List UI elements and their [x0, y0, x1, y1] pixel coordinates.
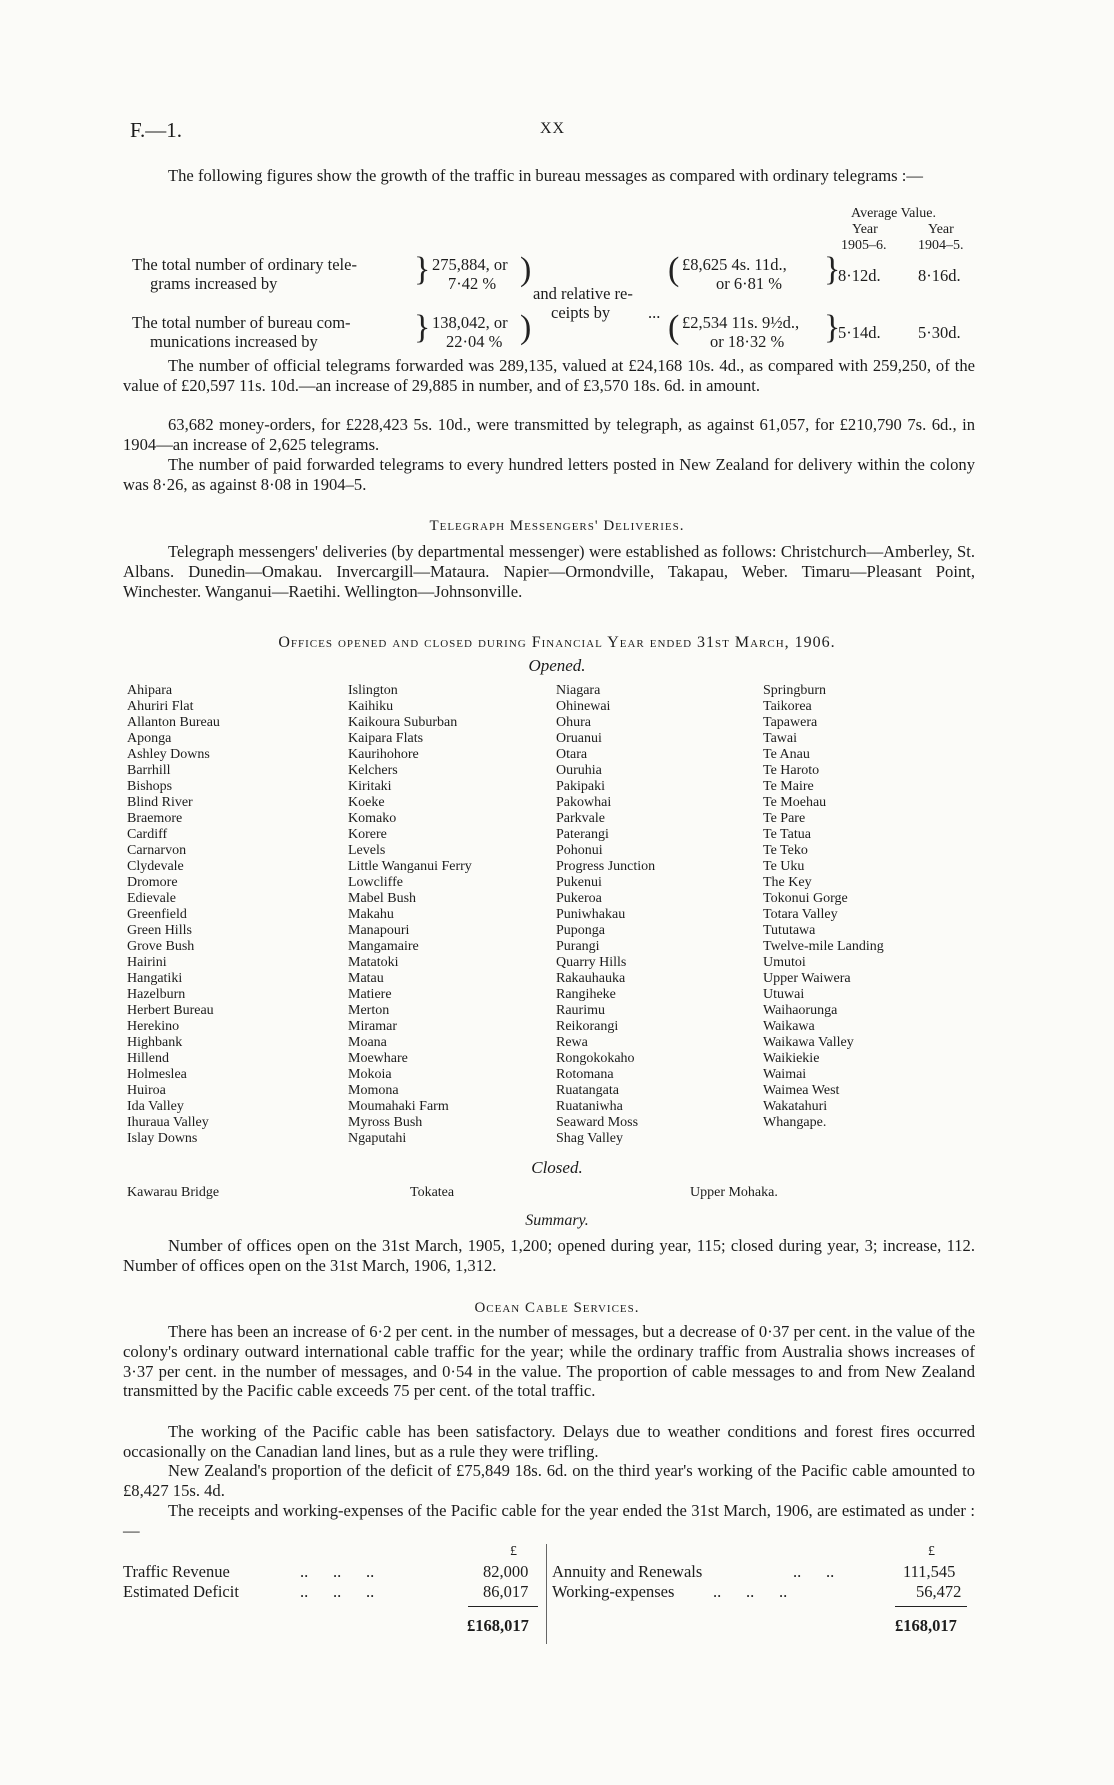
- office-name: Rotomana: [556, 1067, 614, 1082]
- office-name: Pukenui: [556, 875, 602, 890]
- office-name: Bishops: [127, 779, 173, 794]
- office-name: Myross Bush: [348, 1115, 423, 1130]
- row1-amount: £8,625 4s. 11d.,: [682, 255, 787, 274]
- office-name: Quarry Hills: [556, 955, 627, 970]
- office-name: Waikiekie: [763, 1051, 820, 1066]
- office-name: Te Maire: [763, 779, 814, 794]
- right-total: £168,017: [895, 1616, 957, 1635]
- office-name: Miramar: [348, 1019, 397, 1034]
- office-name: Utuwai: [763, 987, 805, 1002]
- row2-amount-percent: or 18·32 %: [710, 332, 785, 351]
- row2-avg-1905: 5·14d.: [838, 323, 881, 342]
- row1-label-1: The total number of ordinary tele-: [132, 255, 357, 274]
- office-name: Greenfield: [127, 907, 187, 922]
- messengers-paragraph: Telegraph messengers' deliveries (by departmental messenger) were established as follows: Christchurch—Amberley, St. Albans. Dunedin—Omakau. Invercargill—Mataura. Napier—Ormondville, Takapau, Weber. Timaru—Pleasant Point, Winchester. Wanganui—Raetihi. Wellington—Johnsonville.: [123, 542, 975, 601]
- brace-row2-number: ): [520, 309, 532, 346]
- office-name: Ruatangata: [556, 1083, 619, 1098]
- opened-column-1: [127, 683, 220, 1147]
- office-name: Moewhare: [348, 1051, 408, 1066]
- office-name: Moumahaki Farm: [348, 1099, 449, 1114]
- office-name: Ihuraua Valley: [127, 1115, 209, 1130]
- avg-value-heading: Average Value.: [851, 206, 936, 221]
- office-name: Hazelburn: [127, 987, 186, 1002]
- office-name: Seaward Moss: [556, 1115, 639, 1130]
- office-name: Mokoia: [348, 1067, 392, 1082]
- office-name: Pakowhai: [556, 795, 612, 810]
- intro-paragraph: The following figures show the growth of the traffic in bureau messages as compared with ordinary telegrams :—: [168, 166, 923, 185]
- office-name: Ida Valley: [127, 1099, 184, 1114]
- traffic-revenue-label: Traffic Revenue: [123, 1562, 230, 1581]
- office-name: Matatoki: [348, 955, 399, 970]
- office-name: Wakatahuri: [763, 1099, 828, 1114]
- office-name: Springburn: [763, 683, 826, 698]
- opened-column-4: [763, 683, 884, 1131]
- office-name: Korere: [348, 827, 387, 842]
- office-name: Moana: [348, 1035, 387, 1050]
- office-name: Waihaorunga: [763, 1003, 838, 1018]
- summary-paragraph: Number of offices open on the 31st March, 1905, 1,200; opened during year, 115; closed during year, 3; increase, 112. Number of offices open on the 31st March, 1906, 1,312.: [123, 1236, 975, 1275]
- traffic-revenue-value: 82,000: [483, 1562, 529, 1581]
- office-name: Waikawa Valley: [763, 1035, 854, 1050]
- opened-label: Opened.: [528, 656, 586, 675]
- traffic-revenue-dots: .. .. ..: [300, 1562, 375, 1581]
- office-name: Koeke: [348, 795, 385, 810]
- office-name: Herbert Bureau: [127, 1003, 214, 1018]
- office-name: Tapawera: [763, 715, 818, 730]
- office-name: Te Pare: [763, 811, 806, 826]
- office-name: Whangape.: [763, 1115, 827, 1130]
- office-name: Parkvale: [556, 811, 605, 826]
- office-name: Upper Waiwera: [763, 971, 851, 986]
- cable-paragraph-4: The receipts and working-expenses of the Pacific cable for the year ended the 31st March, 1906, are estimated as under :—: [123, 1501, 975, 1540]
- office-name: Paterangi: [556, 827, 609, 842]
- left-total: £168,017: [467, 1616, 529, 1635]
- brace-row1-amount: (: [668, 251, 680, 288]
- office-name: Kaihiku: [348, 699, 394, 714]
- office-name: Grove Bush: [127, 939, 195, 954]
- office-name: Hillend: [127, 1051, 169, 1066]
- office-name: Niagara: [556, 683, 601, 698]
- row2-amount: £2,534 11s. 9½d.,: [682, 313, 800, 332]
- opened-column-2: [348, 683, 472, 1147]
- annuity-dots: .. ..: [793, 1562, 835, 1581]
- row1-avg-1905: 8·12d.: [838, 266, 881, 285]
- office-name: Te Moehau: [763, 795, 827, 810]
- office-name: Totara Valley: [763, 907, 838, 922]
- office-name: Ouruhia: [556, 763, 602, 778]
- office-name: Waikawa: [763, 1019, 815, 1034]
- row1-number: 275,884, or: [432, 255, 508, 274]
- office-name: Waimea West: [763, 1083, 840, 1098]
- office-name: Allanton Bureau: [127, 715, 220, 730]
- official-telegrams-paragraph: The number of official telegrams forwarded was 289,135, valued at £24,168 10s. 4d., as compared with 259,250, of the value of £20,597 11s. 10d.—an increase of 29,885 in number, and of £3,570 18s. 6d. in amount.: [123, 356, 975, 395]
- office-name: Mabel Bush: [348, 891, 417, 906]
- office-name: Pakipaki: [556, 779, 605, 794]
- office-name: Progress Junction: [556, 859, 656, 874]
- office-name: Oruanui: [556, 731, 602, 746]
- office-name: Purangi: [556, 939, 600, 954]
- office-name: Lowcliffe: [348, 875, 403, 890]
- cable-paragraph-2: The working of the Pacific cable has been satisfactory. Delays due to weather conditions and forest fires occurred occasionally on the Canadian land lines, but as a rule they were trifling.: [123, 1422, 975, 1461]
- account-divider: [546, 1544, 547, 1644]
- office-name: Twelve-mile Landing: [763, 939, 884, 954]
- office-name: Herekino: [127, 1019, 180, 1034]
- office-name: Te Tatua: [763, 827, 811, 842]
- office-name: Highbank: [127, 1035, 183, 1050]
- office-name: Makahu: [348, 907, 394, 922]
- office-name: Ohinewai: [556, 699, 611, 714]
- row1-amount-percent: or 6·81 %: [716, 274, 782, 293]
- office-name: Matau: [348, 971, 384, 986]
- page-number: XX: [540, 120, 566, 137]
- office-name: Aponga: [127, 731, 172, 746]
- money-orders-paragraph: 63,682 money-orders, for £228,423 5s. 10d., were transmitted by telegraph, as against 61,057, for £210,790 7s. 6d., in 1904—an increase of 2,625 telegrams.: [123, 415, 975, 454]
- office-name: Little Wanganui Ferry: [348, 859, 472, 874]
- office-name: Te Haroto: [763, 763, 820, 778]
- office-name: Carnarvon: [127, 843, 187, 858]
- office-name: Islington: [348, 683, 398, 698]
- office-name: Blind River: [127, 795, 193, 810]
- office-name: Puponga: [556, 923, 605, 938]
- office-name: Tututawa: [763, 923, 816, 938]
- office-name: Dromore: [127, 875, 178, 890]
- row2-label-1: The total number of bureau com-: [132, 313, 351, 332]
- row2-number: 138,042, or: [432, 313, 508, 332]
- working-expenses-dots: .. .. ..: [713, 1582, 788, 1601]
- office-name: Rakauhauka: [556, 971, 626, 986]
- office-name: Waimai: [763, 1067, 807, 1082]
- working-expenses-label: Working-expenses: [552, 1582, 675, 1601]
- office-name: Ashley Downs: [127, 747, 210, 762]
- paid-telegrams-paragraph: The number of paid forwarded telegrams to every hundred letters posted in New Zealand for delivery within the colony was 8·26, as against 8·08 in 1904–5.: [123, 455, 975, 494]
- year-b: 1904–5.: [918, 238, 964, 253]
- office-name: Hairini: [127, 955, 167, 970]
- row1-label-2: grams increased by: [150, 274, 278, 293]
- annuity-value: 111,545: [903, 1562, 956, 1581]
- office-name: Otara: [556, 747, 588, 762]
- brace-row1-avg: }: [824, 251, 841, 288]
- row1-percent: 7·42 %: [448, 274, 497, 293]
- year-a: 1905–6.: [841, 238, 887, 253]
- summary-label: Summary.: [525, 1212, 589, 1229]
- office-name: Kaipara Flats: [348, 731, 424, 746]
- office-name: Hangatiki: [127, 971, 183, 986]
- annuity-label: Annuity and Renewals: [552, 1562, 703, 1581]
- office-name: Ruataniwha: [556, 1099, 623, 1114]
- office-name: Raurimu: [556, 1003, 605, 1018]
- office-name: Puniwhakau: [556, 907, 626, 922]
- brace-row2-avg: }: [824, 309, 841, 346]
- closed-office: Kawarau Bridge: [127, 1185, 220, 1200]
- office-name: Te Teko: [763, 843, 808, 858]
- report-reference: F.—1.: [130, 118, 182, 142]
- row2-avg-1904: 5·30d.: [918, 323, 961, 342]
- row1-avg-1904: 8·16d.: [918, 266, 961, 285]
- closed-label: Closed.: [531, 1158, 583, 1177]
- office-name: Komako: [348, 811, 397, 826]
- office-name: Matiere: [348, 987, 392, 1002]
- office-name: Kiritaki: [348, 779, 392, 794]
- office-name: Kaikoura Suburban: [348, 715, 458, 730]
- office-name: Huiroa: [127, 1083, 166, 1098]
- right-currency: £: [928, 1544, 935, 1559]
- office-name: Rewa: [556, 1035, 588, 1050]
- row2-percent: 22·04 %: [446, 332, 503, 351]
- brace-row1-label: }: [414, 251, 431, 288]
- estimated-deficit-dots: .. .. ..: [300, 1582, 375, 1601]
- offices-heading: Offices opened and closed during Financial Year ended 31st March, 1906.: [278, 634, 836, 651]
- brace-row2-amount: (: [668, 309, 680, 346]
- row2-label-2: munications increased by: [150, 332, 318, 351]
- office-name: Barrhill: [127, 763, 171, 778]
- office-name: Islay Downs: [127, 1131, 198, 1146]
- office-name: Rangiheke: [556, 987, 616, 1002]
- left-currency: £: [510, 1544, 517, 1559]
- messengers-heading: Telegraph Messengers' Deliveries.: [429, 518, 685, 534]
- office-name: Pohonui: [556, 843, 603, 858]
- left-total-rule: [468, 1606, 538, 1607]
- year-label-a: Year: [852, 222, 878, 237]
- brace-row1-number: ): [520, 251, 532, 288]
- office-name: Taikorea: [763, 699, 812, 714]
- office-name: Te Uku: [763, 859, 805, 874]
- cable-heading: Ocean Cable Services.: [474, 1300, 640, 1316]
- office-name: Kaurihohore: [348, 747, 419, 762]
- year-label-b: Year: [928, 222, 954, 237]
- office-name: Mangamaire: [348, 939, 419, 954]
- office-name: Tawai: [763, 731, 798, 746]
- right-total-rule: [895, 1606, 967, 1607]
- office-name: Umutoi: [763, 955, 806, 970]
- cable-paragraph-3: New Zealand's proportion of the deficit of £75,849 18s. 6d. on the third year's working of the Pacific cable amounted to £8,427 15s. 4d.: [123, 1461, 975, 1500]
- estimated-deficit-value: 86,017: [483, 1582, 529, 1601]
- receipts-dots: ...: [648, 303, 661, 322]
- office-name: The Key: [763, 875, 812, 890]
- office-name: Kelchers: [348, 763, 398, 778]
- opened-column-3: [556, 683, 655, 1147]
- office-name: Levels: [348, 843, 386, 858]
- office-name: Ahipara: [127, 683, 173, 698]
- brace-row2-label: }: [414, 309, 431, 346]
- office-name: Clydevale: [127, 859, 184, 874]
- office-name: Rongokokaho: [556, 1051, 635, 1066]
- office-name: Manapouri: [348, 923, 410, 938]
- office-name: Merton: [348, 1003, 390, 1018]
- closed-office: Upper Mohaka.: [690, 1185, 778, 1200]
- office-name: Tokonui Gorge: [763, 891, 848, 906]
- estimated-deficit-label: Estimated Deficit: [123, 1582, 239, 1601]
- office-name: Momona: [348, 1083, 399, 1098]
- office-name: Pukeroa: [556, 891, 602, 906]
- cable-paragraph-1: There has been an increase of 6·2 per cent. in the number of messages, but a decrease of 0·37 per cent. in the value of the colony's ordinary outward international cable traffic for the year; while the ordinary traffic from Australia shows increases of 3·37 per cent. in the number of messages, and 0·54 in the value. The proportion of cable messages to and from New Zealand transmitted by the Pacific cable exceeds 75 per cent. of the total traffic.: [123, 1322, 975, 1401]
- office-name: Holmeslea: [127, 1067, 187, 1082]
- office-name: Edievale: [127, 891, 176, 906]
- office-name: Cardiff: [127, 827, 168, 842]
- office-name: Reikorangi: [556, 1019, 619, 1034]
- office-name: Green Hills: [127, 923, 192, 938]
- receipts-label-1: and relative re-: [533, 284, 633, 303]
- closed-office: Tokatea: [410, 1185, 455, 1200]
- office-name: Ahuriri Flat: [127, 699, 194, 714]
- office-name: Te Anau: [763, 747, 810, 762]
- office-name: Ohura: [556, 715, 591, 730]
- office-name: Ngaputahi: [348, 1131, 407, 1146]
- office-name: Shag Valley: [556, 1131, 624, 1146]
- office-name: Braemore: [127, 811, 183, 826]
- working-expenses-value: 56,472: [916, 1582, 962, 1601]
- receipts-label-2: ceipts by: [551, 303, 611, 322]
